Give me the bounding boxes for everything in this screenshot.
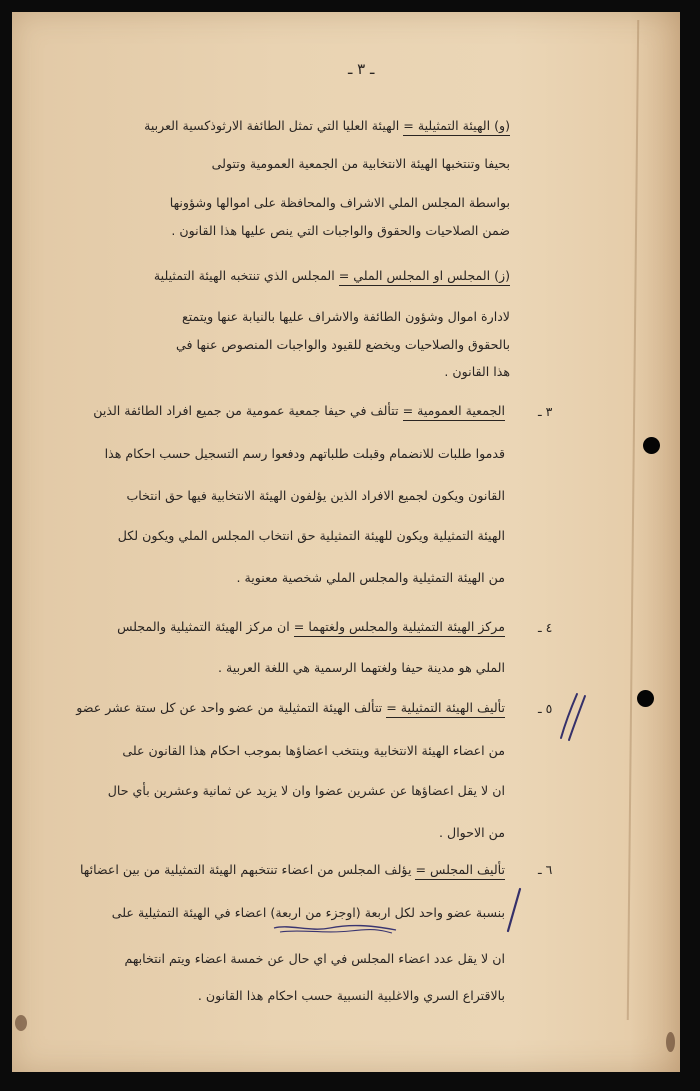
document-line: [80, 862, 505, 877]
document-line: [218, 660, 505, 675]
line-text: من الهيئة التمثيلية والمجلس الملي شخصية معنوية .: [236, 570, 505, 585]
section-marker: ٦ ـ: [538, 862, 553, 877]
handwritten-pen-mark: [500, 885, 530, 935]
page-number: ـ ٣ ـ: [348, 60, 375, 78]
document-line: [122, 743, 505, 758]
punch-hole: [643, 437, 660, 454]
line-text: الهيئة العليا التي تمثل الطائفة الارثوذكسية العربية: [144, 118, 404, 133]
document-line: [170, 195, 510, 210]
line-text: ان لا يقل عدد اعضاء المجلس في اي حال عن خمسة اعضاء ويتم انتخابهم: [124, 951, 505, 966]
document-line: [124, 951, 505, 966]
document-line: [439, 825, 505, 840]
section-marker: ٤ ـ: [538, 620, 553, 635]
line-heading: الجمعية العمومية =: [403, 403, 505, 421]
document-line: [198, 988, 505, 1003]
section-marker: ٥ ـ: [538, 701, 553, 716]
line-text: ان لا يقل اعضاؤها عن عشرين عضوا وان لا يزيد عن ثمانية وعشرين بأي حال: [107, 783, 505, 798]
line-text: بحيفا وتنتخبها الهيئة الانتخابية من الجمعية العمومية وتتولى: [211, 156, 510, 171]
handwritten-pen-mark: [555, 690, 595, 745]
line-text: ان مركز الهيئة التمثيلية والمجلس: [117, 619, 294, 634]
document-line: [444, 364, 510, 379]
line-heading: تأليف المجلس =: [415, 862, 505, 880]
line-text: بالاقتراع السري والاغلبية النسبية حسب احكام هذا القانون .: [197, 988, 505, 1003]
line-text: ضمن الصلاحيات والحقوق والواجبات التي ينص عليها هذا القانون .: [171, 223, 510, 238]
section-marker: ٣ ـ: [538, 404, 553, 419]
line-text: تتألف في حيفا جمعية عمومية من جميع افراد الطائفة الذين: [93, 403, 403, 418]
line-text: بنسبة عضو واحد لكل اربعة (اوجزء من اربعة) اعضاء في الهيئة التمثيلية على: [111, 905, 505, 920]
paper-stain: [666, 1032, 675, 1052]
line-text: لادارة اموال وشؤون الطائفة والاشراف عليها بالنيابة عنها ويتمتع: [182, 309, 510, 324]
document-line: [76, 700, 505, 715]
line-text: بواسطة المجلس الملي الاشراف والمحافظة على اموالها وشؤونها: [169, 195, 510, 210]
line-text: القانون ويكون لجميع الافراد الذين يؤلفون الهيئة الانتخابية فيها حق انتخاب: [126, 488, 505, 503]
document-line: [212, 156, 510, 171]
document-line: [126, 488, 505, 503]
line-text: قدموا طلبات للانضمام وقبلت طلباتهم ودفعوا رسم التسجيل حسب احكام هذا: [104, 446, 505, 461]
document-line: [144, 118, 510, 133]
line-heading: (ز) المجلس او المجلس الملي =: [339, 268, 510, 286]
document-line: [112, 905, 505, 920]
document-line: [154, 268, 510, 283]
line-text: بالحقوق والصلاحيات ويخضع للقيود والواجبات المنصوص عنها في: [176, 337, 510, 352]
line-text: الهيئة التمثيلية ويكون للهيئة التمثيلية حق انتخاب المجلس الملي ويكون لكل: [117, 528, 505, 543]
line-heading: مركز الهيئة التمثيلية والمجلس ولغتهما =: [294, 619, 505, 637]
punch-hole: [637, 690, 654, 707]
document-line: [105, 446, 505, 461]
line-text: تتألف الهيئة التمثيلية من عضو واحد عن كل ستة عشر عضو: [76, 700, 387, 715]
document-line: [117, 619, 505, 634]
line-heading: (و) الهيئة التمثيلية =: [403, 118, 510, 136]
document-line: [182, 309, 510, 324]
paper-stain: [15, 1015, 27, 1031]
line-text: هذا القانون .: [444, 364, 510, 379]
document-line: [171, 223, 510, 238]
document-line: [176, 337, 510, 352]
line-text: يؤلف المجلس من اعضاء تنتخبهم الهيئة التمثيلية من بين اعضائها: [79, 862, 416, 877]
line-text: الملي هو مدينة حيفا ولغتهما الرسمية هي اللغة العربية .: [218, 660, 505, 675]
document-line: [118, 528, 505, 543]
document-line: [237, 570, 505, 585]
line-text: المجلس الذي تنتخبه الهيئة التمثيلية: [153, 268, 339, 283]
line-heading: تأليف الهيئة التمثيلية =: [386, 700, 505, 718]
document-line: [93, 403, 505, 418]
line-text: من الاحوال .: [439, 825, 505, 840]
line-text: من اعضاء الهيئة الانتخابية وينتخب اعضاؤها بموجب احكام هذا القانون على: [122, 743, 505, 758]
handwritten-underline-mark: [270, 922, 400, 936]
document-line: [108, 783, 505, 798]
